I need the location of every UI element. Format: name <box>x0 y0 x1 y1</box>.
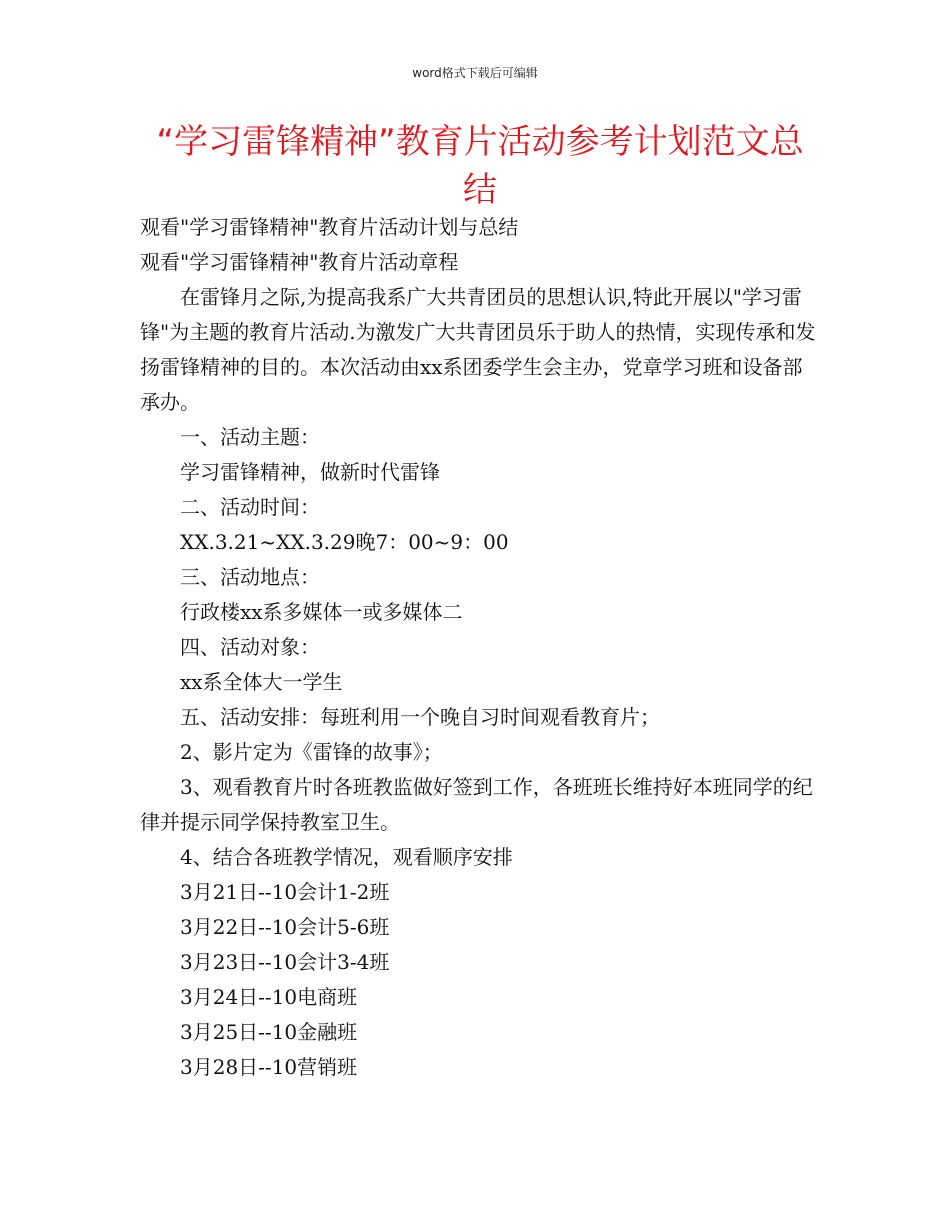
paragraph-schedule-intro: 4、结合各班教学情况，观看顺序安排 <box>180 845 513 869</box>
section-heading-audience: 四、活动对象： <box>180 635 320 659</box>
schedule-item: 3月21日--10会计1-2班 <box>180 880 390 904</box>
schedule-item: 3月23日--10会计3-4班 <box>180 950 390 974</box>
paragraph-attendance: 3、观看教育片时各班教监做好签到工作，各班班长维持好本班同学的纪律并提示同学保持教室卫生。 <box>140 775 813 834</box>
schedule-item: 3月25日--10金融班 <box>180 1020 358 1044</box>
paragraph-location: 行政楼xx系多媒体一或多媒体二 <box>180 600 463 624</box>
paragraph-subtitle-2: 观看"学习雷锋精神"教育片活动章程 <box>140 250 459 274</box>
section-heading-time: 二、活动时间： <box>180 495 320 519</box>
paragraph-intro: 在雷锋月之际,为提高我系广大共青团员的思想认识,特此开展以"学习雷锋"为主题的教育片活动.为激发广大共青团员乐于助人的热情，实现传承和发扬雷锋精神的目的。本次活动由xx系团委学生会主办，党章学习班和设备部承办。 <box>140 285 816 414</box>
schedule-item: 3月22日--10会计5-6班 <box>180 915 390 939</box>
document-title: “学习雷锋精神”教育片活动参考计划范文总结 <box>156 122 804 210</box>
schedule-item: 3月24日--10电商班 <box>180 985 358 1009</box>
paragraph-subtitle-1: 观看"学习雷锋精神"教育片活动计划与总结 <box>140 215 519 239</box>
schedule-item: 3月28日--10营销班 <box>180 1055 358 1079</box>
paragraph-time: XX.3.21~XX.3.29晚7：00~9：00 <box>180 530 509 554</box>
document-body <box>140 210 820 1085</box>
section-heading-location: 三、活动地点： <box>180 565 320 589</box>
header-note: word格式下载后可编辑 <box>412 66 538 80</box>
paragraph-film: 2、影片定为《雷锋的故事》； <box>180 740 443 764</box>
section-heading-theme: 一、活动主题： <box>180 425 320 449</box>
paragraph-theme: 学习雷锋精神，做新时代雷锋 <box>180 460 440 484</box>
section-heading-arrangement: 五、活动安排：每班利用一个晚自习时间观看教育片； <box>180 705 660 729</box>
paragraph-audience: xx系全体大一学生 <box>180 670 343 694</box>
